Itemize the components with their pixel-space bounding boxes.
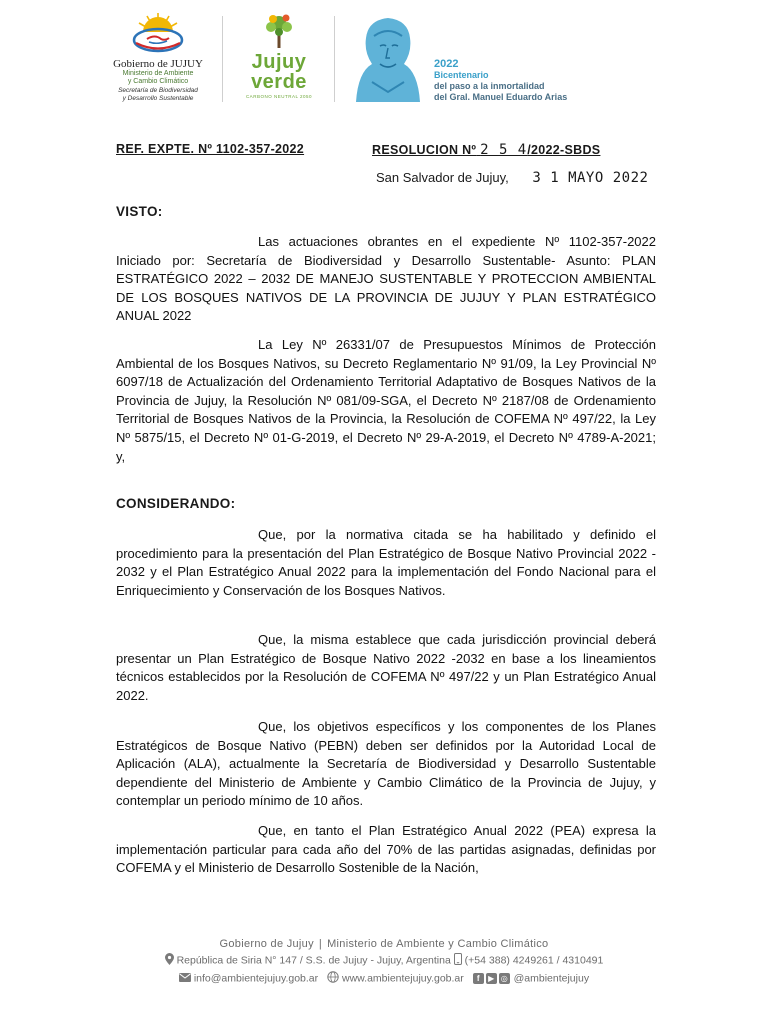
footer-web[interactable]: www.ambientejujuy.gob.ar: [341, 972, 464, 985]
gov-ministry-line-1: Ministerio de Ambiente: [122, 70, 194, 77]
gobierno-jujuy-logo: [98, 10, 218, 102]
jujuy-verde-word-1: Jujuy: [251, 51, 307, 73]
footer: [0, 938, 768, 986]
resolucion-prefix: RESOLUCION Nº: [372, 143, 477, 157]
bicentenario-label: [434, 58, 634, 103]
header-divider: [334, 16, 335, 102]
instagram-icon[interactable]: ◎: [499, 973, 510, 984]
jujuy-verde-logo: [236, 10, 322, 99]
resolucion-handwritten-number: 2 5 4: [480, 142, 528, 158]
bicentenario-year: 2022: [434, 58, 459, 70]
tree-icon: [236, 10, 322, 50]
gov-secretary-line-1: Secretaría de Biodiversidad: [118, 87, 198, 94]
footer-social[interactable]: @ambientejujuy: [513, 972, 590, 985]
resolucion-number: [372, 142, 600, 158]
visto-paragraph-2: La Ley Nº 26331/07 de Presupuestos Mínimos de Protección Ambiental de los Bosques Nativos, su Decreto Reglamentario Nº 91/09, la Ley Provincial Nº 6097/18 de Actualización del Ordenamiento Territorial Adaptativo de Bosques Nativos de la Provincia de Jujuy, la Resolución Nº 081/09-SGA, el Decreto Nº 2187/08 de Ordenamiento Territorial de Bosques Nativos de la Provincia, la Resolución de COFEMA Nº 497/22, la Ley Nº 5875/15, el Decreto Nº 01-G-2019, el Decreto Nº 29-A-2019, el Decreto Nº 4789-A-2021; y,: [116, 337, 656, 464]
footer-contact-line: [0, 971, 768, 986]
footer-separator: |: [318, 938, 323, 950]
gov-title: Gobierno de JUJUY: [113, 58, 203, 70]
web-icon: [327, 971, 339, 986]
bicentenario-line-2: del paso a la inmortalidad: [434, 81, 545, 91]
jujuy-emblem-icon: [127, 10, 189, 56]
visto-heading: VISTO:: [116, 204, 163, 219]
considerando-paragraph-1: Que, por la normativa citada se ha habilitado y definido el procedimiento para la presentación del Plan Estratégico de Bosque Nativo Provincial 2022 - 2032 y el Plan Estratégico Anual 2022 para la implementación del Fondo Nacional para el Enriquecimiento y Conservación de los Bosques Nativos.: [116, 527, 656, 598]
gov-secretary-line-2: y Desarrollo Sustentable: [122, 95, 194, 102]
header-divider: [222, 16, 223, 102]
place-date: [376, 170, 648, 186]
considerando-paragraph-3: Que, los objetivos específicos y los componentes de los Planes Estratégicos de Bosque Nativo (PEBN) deben ser definidos por la Autoridad Local de Aplicación (ALA), actualmente la Secretaría de Biodiversidad y Desarrollo Sustentable dependiente del Ministerio de Ambiente y Cambio Climático de la Provincia de Jujuy, y contemplar un periodo mínimo de 10 años.: [116, 719, 656, 809]
gral-arias-portrait-icon: [350, 12, 426, 104]
location-pin-icon: [165, 953, 174, 968]
footer-address-line: [0, 953, 768, 968]
youtube-icon[interactable]: ▶: [486, 973, 497, 984]
jujuy-verde-word-2: verde: [251, 71, 307, 93]
letterhead: [0, 0, 768, 120]
considerando-paragraph-4: Que, en tanto el Plan Estratégico Anual 2022 (PEA) expresa la implementación particular para cada año del 70% de las partidas asignadas, definidas por COFEMA y el Ministerio de Desarrollo Sostenible de la Nación,: [116, 823, 656, 876]
ref-expediente: REF. EXPTE. Nº 1102-357-2022: [116, 142, 305, 156]
bicentenario-line-3: del Gral. Manuel Eduardo Arias: [434, 92, 568, 102]
place: San Salvador de Jujuy,: [376, 170, 509, 185]
footer-address: República de Siria N° 147 / S.S. de Jujuy - Jujuy, Argentina: [176, 954, 451, 967]
footer-org-1: Gobierno de Jujuy: [219, 938, 314, 950]
footer-phone: (+54 388) 4249261 / 4310491: [464, 954, 604, 967]
footer-organization: [0, 938, 768, 950]
bicentenario-line-1: Bicentenario: [434, 70, 489, 80]
considerando-paragraph-2: Que, la misma establece que cada jurisdicción provincial deberá presentar un Plan Estratégico de Bosque Nativo 2022 -2032 en base a los lineamientos técnicos establecidos por la Resolución de COFEMA Nº 497/22 y un Plan Estratégico Anual 2022.: [116, 632, 656, 703]
footer-email[interactable]: info@ambientejujuy.gob.ar: [193, 972, 319, 985]
footer-org-2: Ministerio de Ambiente y Cambio Climático: [327, 938, 549, 950]
date-stamp: 3 1 MAYO 2022: [532, 170, 649, 186]
phone-icon: [454, 953, 462, 968]
email-icon: [179, 973, 191, 985]
considerando-heading: CONSIDERANDO:: [116, 496, 236, 511]
gov-ministry-line-2: y Cambio Climático: [127, 78, 189, 85]
facebook-icon[interactable]: f: [473, 973, 484, 984]
visto-paragraph-1: Las actuaciones obrantes en el expediente Nº 1102-357-2022 Iniciado por: Secretaría de Biodiversidad y Desarrollo Sustentable- Asunto: PLAN ESTRATÉGICO 2022 – 2032 DE MANEJO SUSTENTABLE Y PROTECCION AMBIENTAL DE LOS BOSQUES NATIVOS DE LA PROVINCIA DE JUJUY Y PLAN ESTRATÉGICO ANUAL 2022: [116, 234, 656, 324]
jujuy-verde-tagline: CARBONO NEUTRAL 2050: [245, 94, 313, 99]
resolucion-suffix: /2022-SBDS: [527, 143, 601, 157]
